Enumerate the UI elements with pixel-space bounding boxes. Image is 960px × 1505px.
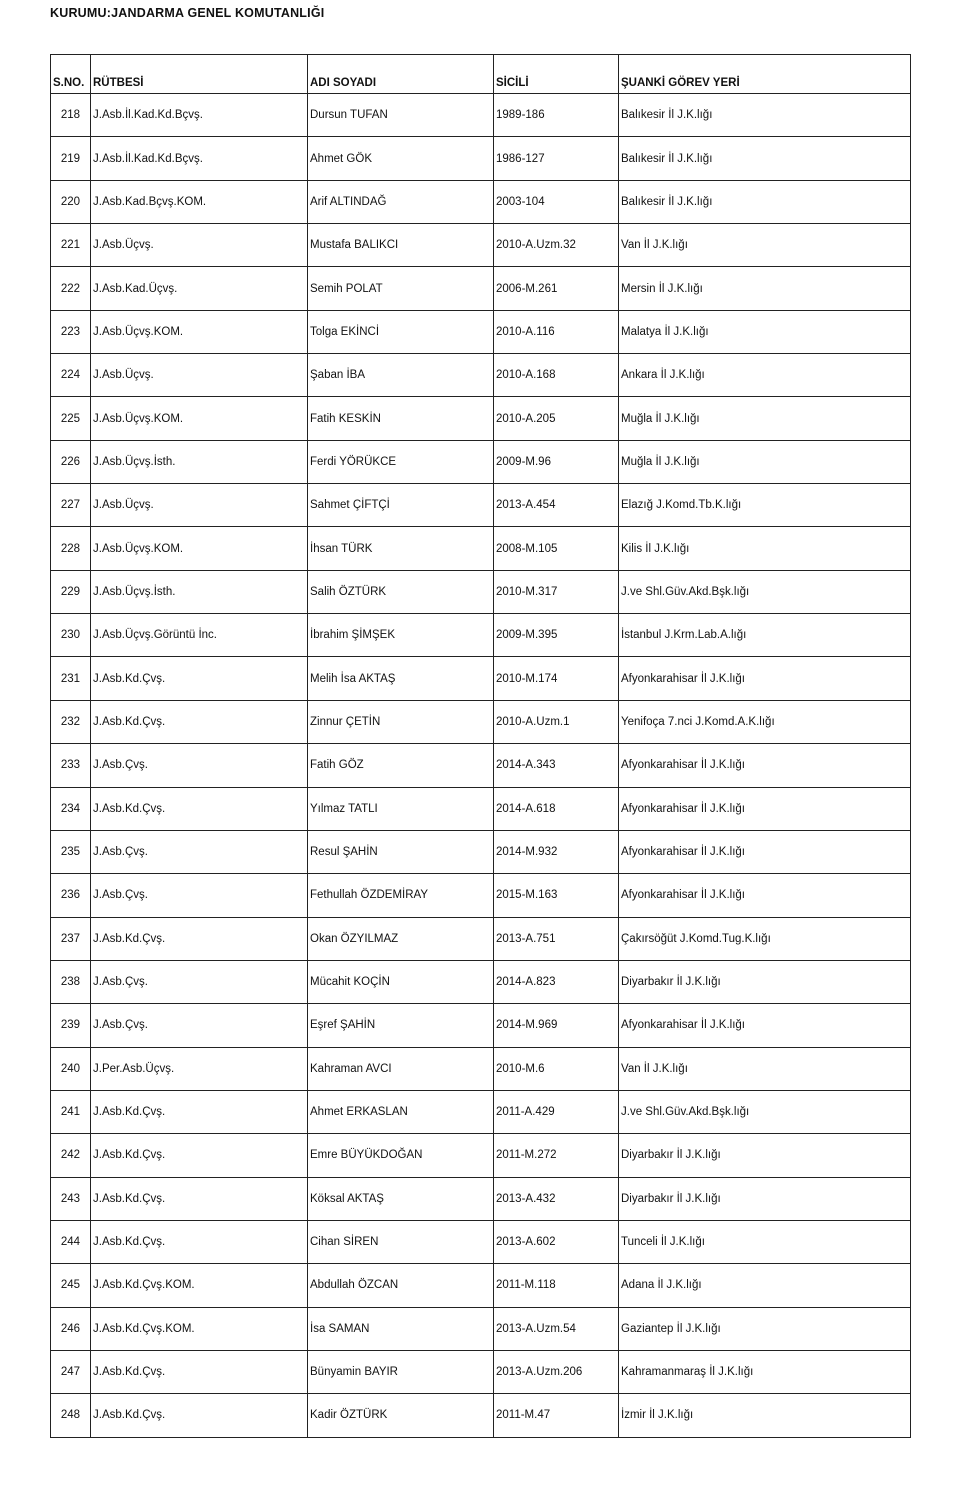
table-row [51,397,911,440]
table-row [51,1220,911,1263]
cell-name: Mustafa BALIKCI [308,224,494,267]
cell-sno: 230 [51,614,91,657]
cell-rank: J.Asb.Çvş. [91,830,308,873]
table-row [51,94,911,137]
cell-duty-station: J.ve Shl.Güv.Akd.Bşk.lığı [619,1090,911,1133]
cell-registry: 2003-104 [494,180,619,223]
cell-duty-station: Tunceli İl J.K.lığı [619,1220,911,1263]
table-row [51,440,911,483]
cell-rank: J.Asb.Üçvş.İsth. [91,440,308,483]
cell-duty-station: Van İl J.K.lığı [619,224,911,267]
cell-name: Fethullah ÖZDEMİRAY [308,874,494,917]
cell-sno: 226 [51,440,91,483]
table-row [51,1264,911,1307]
table-row [51,1134,911,1177]
column-header-registry: SİCİLİ [494,55,619,94]
cell-name: Kadir ÖZTÜRK [308,1394,494,1437]
cell-registry: 2010-A.116 [494,310,619,353]
cell-sno: 225 [51,397,91,440]
cell-duty-station: Kilis İl J.K.lığı [619,527,911,570]
cell-duty-station: Elazığ J.Komd.Tb.K.lığı [619,484,911,527]
cell-duty-station: Afyonkarahisar İl J.K.lığı [619,1004,911,1047]
cell-duty-station: Balıkesir İl J.K.lığı [619,94,911,137]
cell-duty-station: Adana İl J.K.lığı [619,1264,911,1307]
table-row [51,744,911,787]
cell-registry: 2010-A.Uzm.32 [494,224,619,267]
cell-rank: J.Asb.Kd.Çvş. [91,1177,308,1220]
cell-sno: 241 [51,1090,91,1133]
table-row [51,267,911,310]
cell-rank: J.Asb.Kd.Çvş. [91,1350,308,1393]
cell-rank: J.Asb.Kd.Çvş. [91,1394,308,1437]
cell-duty-station: İstanbul J.Krm.Lab.A.lığı [619,614,911,657]
table-row [51,1394,911,1437]
cell-duty-station: Çakırsöğüt J.Komd.Tug.K.lığı [619,917,911,960]
table-row [51,830,911,873]
cell-name: Arif ALTINDAĞ [308,180,494,223]
cell-sno: 237 [51,917,91,960]
cell-registry: 2013-A.602 [494,1220,619,1263]
cell-duty-station: Muğla İl J.K.lığı [619,440,911,483]
cell-name: Eşref ŞAHİN [308,1004,494,1047]
cell-rank: J.Per.Asb.Üçvş. [91,1047,308,1090]
cell-sno: 246 [51,1307,91,1350]
cell-rank: J.Asb.Kd.Çvş. [91,657,308,700]
cell-duty-station: Diyarbakır İl J.K.lığı [619,1134,911,1177]
table-row [51,657,911,700]
table-row [51,1177,911,1220]
cell-rank: J.Asb.Çvş. [91,744,308,787]
personnel-table [50,54,911,1438]
cell-rank: J.Asb.Kd.Çvş. [91,1134,308,1177]
cell-name: Dursun TUFAN [308,94,494,137]
cell-name: Fatih GÖZ [308,744,494,787]
cell-rank: J.Asb.Kd.Çvş.KOM. [91,1307,308,1350]
table-row [51,224,911,267]
cell-registry: 2013-A.432 [494,1177,619,1220]
cell-sno: 228 [51,527,91,570]
table-row [51,614,911,657]
cell-rank: J.Asb.İl.Kad.Kd.Bçvş. [91,137,308,180]
cell-duty-station: Afyonkarahisar İl J.K.lığı [619,744,911,787]
cell-name: Fatih KESKİN [308,397,494,440]
cell-registry: 2006-M.261 [494,267,619,310]
cell-rank: J.Asb.Çvş. [91,874,308,917]
table-row [51,917,911,960]
cell-rank: J.Asb.Çvş. [91,960,308,1003]
table-row [51,137,911,180]
table-row [51,180,911,223]
cell-duty-station: Malatya İl J.K.lığı [619,310,911,353]
table-body [51,94,911,1438]
cell-rank: J.Asb.Kd.Çvş. [91,1220,308,1263]
cell-duty-station: Afyonkarahisar İl J.K.lığı [619,787,911,830]
cell-name: İsa SAMAN [308,1307,494,1350]
cell-registry: 2009-M.395 [494,614,619,657]
cell-name: Bünyamin BAYIR [308,1350,494,1393]
cell-sno: 236 [51,874,91,917]
cell-registry: 2013-A.751 [494,917,619,960]
cell-name: Okan ÖZYILMAZ [308,917,494,960]
cell-duty-station: Afyonkarahisar İl J.K.lığı [619,657,911,700]
cell-name: Ferdi YÖRÜKCE [308,440,494,483]
cell-registry: 2014-A.343 [494,744,619,787]
cell-duty-station: Mersin İl J.K.lığı [619,267,911,310]
cell-name: Emre BÜYÜKDOĞAN [308,1134,494,1177]
cell-registry: 1989-186 [494,94,619,137]
cell-rank: J.Asb.Çvş. [91,1004,308,1047]
cell-sno: 247 [51,1350,91,1393]
cell-rank: J.Asb.Üçvş. [91,224,308,267]
cell-duty-station: Muğla İl J.K.lığı [619,397,911,440]
table-row [51,1090,911,1133]
cell-registry: 2008-M.105 [494,527,619,570]
document-title: KURUMU:JANDARMA GENEL KOMUTANLIĞI [50,6,325,20]
cell-registry: 2011-M.118 [494,1264,619,1307]
cell-name: Abdullah ÖZCAN [308,1264,494,1307]
cell-sno: 218 [51,94,91,137]
cell-registry: 2009-M.96 [494,440,619,483]
table-row [51,527,911,570]
cell-duty-station: Ankara İl J.K.lığı [619,354,911,397]
table-row [51,570,911,613]
cell-sno: 229 [51,570,91,613]
cell-registry: 2014-M.932 [494,830,619,873]
cell-name: Yılmaz TATLI [308,787,494,830]
cell-sno: 244 [51,1220,91,1263]
cell-duty-station: Kahramanmaraş İl J.K.lığı [619,1350,911,1393]
table-header-row [51,55,911,94]
cell-sno: 221 [51,224,91,267]
cell-rank: J.Asb.Kad.Bçvş.KOM. [91,180,308,223]
cell-rank: J.Asb.Kd.Çvş. [91,787,308,830]
cell-sno: 224 [51,354,91,397]
cell-registry: 2010-A.168 [494,354,619,397]
cell-name: Ahmet ERKASLAN [308,1090,494,1133]
column-header-rank: RÜTBESİ [91,55,308,94]
cell-name: Kahraman AVCI [308,1047,494,1090]
table-row [51,354,911,397]
cell-registry: 2014-M.969 [494,1004,619,1047]
cell-name: İbrahim ŞİMŞEK [308,614,494,657]
cell-rank: J.Asb.Üçvş.İsth. [91,570,308,613]
cell-name: İhsan TÜRK [308,527,494,570]
cell-duty-station: Yenifoça 7.nci J.Komd.A.K.lığı [619,700,911,743]
cell-rank: J.Asb.Üçvş.KOM. [91,397,308,440]
cell-registry: 2013-A.454 [494,484,619,527]
cell-registry: 2014-A.618 [494,787,619,830]
cell-rank: J.Asb.Kad.Üçvş. [91,267,308,310]
cell-registry: 2011-A.429 [494,1090,619,1133]
cell-sno: 219 [51,137,91,180]
cell-sno: 238 [51,960,91,1003]
cell-rank: J.Asb.Üçvş. [91,354,308,397]
cell-duty-station: Diyarbakır İl J.K.lığı [619,960,911,1003]
cell-registry: 2011-M.272 [494,1134,619,1177]
cell-registry: 2010-A.205 [494,397,619,440]
cell-name: Şaban İBA [308,354,494,397]
cell-rank: J.Asb.Üçvş. [91,484,308,527]
cell-duty-station: Afyonkarahisar İl J.K.lığı [619,874,911,917]
column-header-name: ADI SOYADI [308,55,494,94]
table-row [51,787,911,830]
cell-name: Cihan SİREN [308,1220,494,1263]
cell-rank: J.Asb.Kd.Çvş. [91,917,308,960]
cell-sno: 240 [51,1047,91,1090]
cell-name: Semih POLAT [308,267,494,310]
cell-sno: 223 [51,310,91,353]
cell-sno: 222 [51,267,91,310]
cell-rank: J.Asb.Üçvş.KOM. [91,527,308,570]
table-row [51,1307,911,1350]
cell-name: Resul ŞAHİN [308,830,494,873]
cell-duty-station: Diyarbakır İl J.K.lığı [619,1177,911,1220]
cell-sno: 220 [51,180,91,223]
cell-registry: 2015-M.163 [494,874,619,917]
cell-name: Zinnur ÇETİN [308,700,494,743]
cell-registry: 2010-M.6 [494,1047,619,1090]
cell-sno: 243 [51,1177,91,1220]
cell-duty-station: Van İl J.K.lığı [619,1047,911,1090]
table-row [51,1004,911,1047]
cell-sno: 233 [51,744,91,787]
cell-name: Sahmet ÇİFTÇİ [308,484,494,527]
cell-rank: J.Asb.Kd.Çvş. [91,1090,308,1133]
cell-duty-station: J.ve Shl.Güv.Akd.Bşk.lığı [619,570,911,613]
table-row [51,874,911,917]
cell-sno: 231 [51,657,91,700]
cell-rank: J.Asb.İl.Kad.Kd.Bçvş. [91,94,308,137]
cell-name: Salih ÖZTÜRK [308,570,494,613]
cell-duty-station: Balıkesir İl J.K.lığı [619,180,911,223]
cell-name: Mücahit KOÇİN [308,960,494,1003]
cell-sno: 239 [51,1004,91,1047]
cell-sno: 242 [51,1134,91,1177]
cell-sno: 234 [51,787,91,830]
cell-sno: 232 [51,700,91,743]
cell-sno: 227 [51,484,91,527]
cell-registry: 2014-A.823 [494,960,619,1003]
cell-sno: 245 [51,1264,91,1307]
cell-name: Tolga EKİNCİ [308,310,494,353]
cell-registry: 2013-A.Uzm.54 [494,1307,619,1350]
cell-duty-station: Afyonkarahisar İl J.K.lığı [619,830,911,873]
table-row [51,700,911,743]
table-row [51,310,911,353]
cell-registry: 2010-M.317 [494,570,619,613]
table-row [51,484,911,527]
cell-rank: J.Asb.Üçvş.KOM. [91,310,308,353]
column-header-duty-station: ŞUANKİ GÖREV YERİ [619,55,911,94]
cell-registry: 2011-M.47 [494,1394,619,1437]
table-row [51,960,911,1003]
cell-registry: 2010-A.Uzm.1 [494,700,619,743]
cell-rank: J.Asb.Kd.Çvş. [91,700,308,743]
cell-duty-station: İzmir İl J.K.lığı [619,1394,911,1437]
column-header-sno: S.NO. [51,55,91,94]
cell-sno: 248 [51,1394,91,1437]
cell-rank: J.Asb.Kd.Çvş.KOM. [91,1264,308,1307]
cell-duty-station: Balıkesir İl J.K.lığı [619,137,911,180]
cell-rank: J.Asb.Üçvş.Görüntü İnc. [91,614,308,657]
cell-registry: 2013-A.Uzm.206 [494,1350,619,1393]
cell-name: Melih İsa AKTAŞ [308,657,494,700]
cell-registry: 1986-127 [494,137,619,180]
cell-name: Ahmet GÖK [308,137,494,180]
table-row [51,1047,911,1090]
table-row [51,1350,911,1393]
cell-name: Köksal AKTAŞ [308,1177,494,1220]
cell-duty-station: Gaziantep İl J.K.lığı [619,1307,911,1350]
cell-registry: 2010-M.174 [494,657,619,700]
cell-sno: 235 [51,830,91,873]
